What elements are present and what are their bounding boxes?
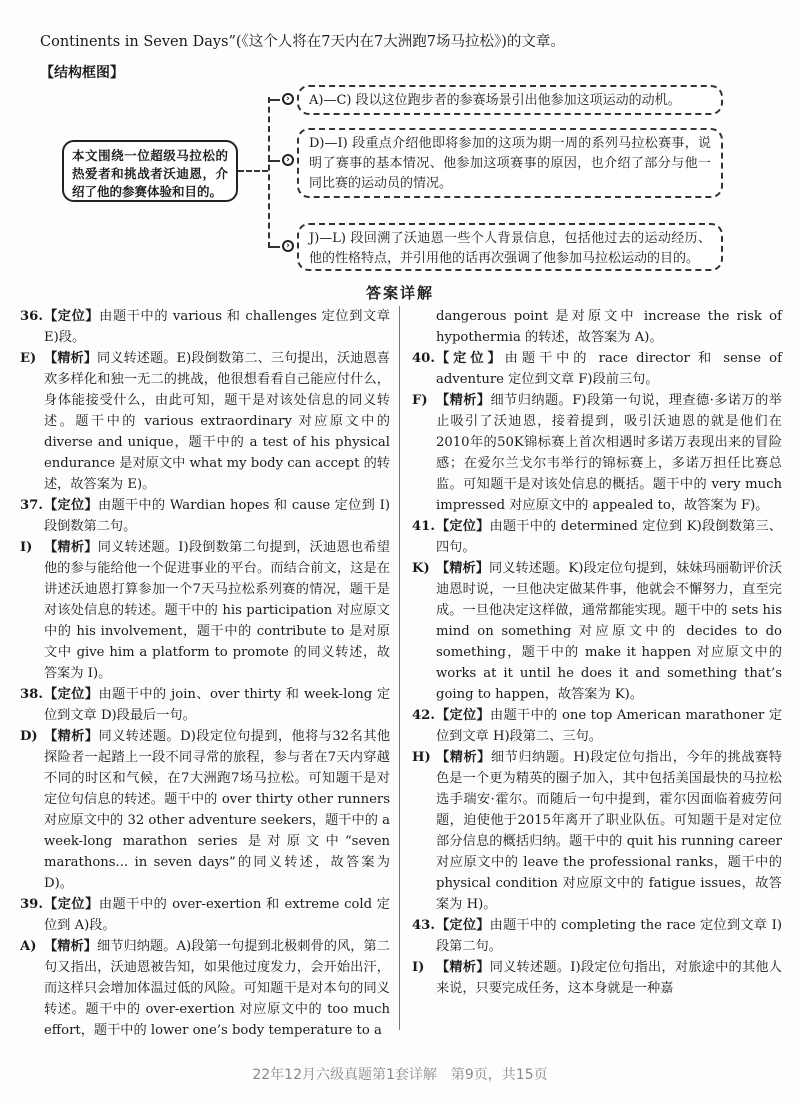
answer-paragraph: 40. 【定位】由题干中的 race director 和 sense of adventure 定位到文章 F)段前三句。 [412,351,782,387]
structure-box-2: D)—I) 段重点介绍他即将参加的这项为期一周的系列马拉松赛事，说明了赛事的基本情况、他参加这项赛事的原因，也介绍了部分与他一同比赛的运动员的情况。 [297,128,723,198]
answer-paragraph: K) 【精析】同义转述题。K)段定位句提到，妹妹玛丽勒评价沃迪恩时说，一旦他决定做某件事，他就会不懈努力，直至完成。一旦他决定这样做，通常都能实现。题干中的 sets his mind on something 对应原文中的 decides to do something，题干中的 make it happen 对应原文中的 works at it until he does it and something that’s going to happen，故答案为 K)。 [412,561,783,702]
arrow-circle-icon: › [282,154,294,166]
intro-line: Continents in Seven Days”(《这个人将在7天内在7大洲跑7场马拉松》)的文章。 [40,34,565,50]
answer-paragraph: E) 【精析】同义转述题。E)段倒数第二、三句提出，沃迪恩喜欢多样化和独一无二的挑战，他很想看看自己能应付什么，身体能接受什么，由此可知，题干是对该处信息的同义转述。题干中的 various extraordinary 对应原文中的 diverse and unique，题干中的 a test of his physical endurance 是对原文中 what my body can accept 的转述，故答案为 E)。 [20,351,390,492]
answer-paragraph: I) 【精析】同义转述题。I)段倒数第二句提到，沃迪恩也希望他的参与能给他一个促进事业的平台。而结合前文，这是在讲述沃迪恩打算参加一个7天马拉松系列赛的情况，题干是对该处信息的转述。题干中的 his participation 对应原文中的 his involvement，题干中的 contribute to 是对原文中 give him a platform to promote 的同义转述，故答案为 I)。 [20,540,390,681]
structure-title: 【结构框图】 [40,65,124,81]
answer-paragraph: A) 【精析】细节归纳题。A)段第一句提到北极刺骨的风，第二句又指出，沃迪恩被告知，如果他过度发力，会开始出汗，而这样只会增加体温过低的风险。可知题干是对本句的同义转述。题干中的 over-exertion 对应原文中的 too much effort，题干中的 lower one’s body temperature to a [20,939,390,1038]
connector-branch-2 [268,160,280,162]
answer-paragraph: 42. 【定位】由题干中的 one top American marathoner 定位到文章 H)段第二、三句。 [412,708,783,744]
page-footer: 22年12月六级真题第1套详解 第9页，共15页 [252,1067,548,1083]
answer-paragraph: H) 【精析】细节归纳题。H)段定位句指出，今年的挑战赛特色是一个更为精英的圈子加入，其中包括美国最快的马拉松选手瑞安·霍尔。而随后一句中提到，霍尔因面临着疲劳问题，迫使他于2015年离开了职业队伍。可知题干是对定位部分信息的概括归纳。题干中的 quit his running career 对应原文中的 leave the professional ranks，题干中的 physical condition 对应原文中的 fatigue issues，故答案为 H)。 [412,750,782,912]
structure-box-3: J)—L) 段回溯了沃迪恩一些个人背景信息，包括他过去的运动经历、他的性格特点，并引用他的话再次强调了他参加马拉松运动的目的。 [297,223,723,271]
connector-branch-1 [268,99,280,101]
answer-paragraph: 41. 【定位】由题干中的 determined 定位到 K)段倒数第三、四句。 [412,519,782,555]
connector-branch-3 [268,246,280,248]
column-divider [399,306,400,1030]
continued-text: dangerous point 是对原文中 increase the risk of hypothermia 的转述，故答案为 A)。 [436,309,782,345]
answer-heading: 答案详解 [365,284,434,302]
answer-paragraph: 38. 【定位】由题干中的 join、over thirty 和 week-long 定位到文章 D)段最后一句。 [20,687,391,723]
connector-summary [238,170,268,172]
arrow-circle-icon: › [282,240,294,252]
answer-paragraph: D) 【精析】同义转述题。D)段定位句提到，他将与32名其他探险者一起踏上一段不同寻常的旅程，参与者在7天内穿越不同的时区和气候，在7大洲跑7场马拉松。可知题干是对定位句信息的转述。题干中的 over thirty other runners 对应原文中的 32 other adventure seekers，题干中的 a week-long marathon series 是对原文中“seven marathons... in seven days”的同义转述，故答案为 D)。 [20,729,391,891]
connector-vertical [268,97,270,248]
answer-paragraph: I) 【精析】同义转述题。I)段定位句指出，对旅途中的其他人来说，只要完成任务，这本身就是一种嘉 [412,960,782,996]
answer-paragraph: 36. 【定位】由题干中的 various 和 challenges 定位到文章 E)段。 [20,309,390,345]
answer-paragraph: 43. 【定位】由题干中的 completing the race 定位到文章 I)段第二句。 [412,918,783,954]
answer-paragraph: 37. 【定位】由题干中的 Wardian hopes 和 cause 定位到 I)段倒数第二句。 [20,498,390,534]
right-column [412,306,782,999]
left-column [20,306,390,1041]
answer-paragraph: 39. 【定位】由题干中的 over-exertion 和 extreme cold 定位到 A)段。 [20,897,390,933]
arrow-circle-icon: › [282,93,294,105]
summary-box: 本文围绕一位超级马拉松的热爱者和挑战者沃迪恩，介绍了他的参赛体验和目的。 [62,140,238,202]
structure-box-1: A)—C) 段以这位跑步者的参赛场景引出他参加这项运动的动机。 [297,85,723,115]
answer-paragraph: F) 【精析】细节归纳题。F)段第一句说，理查德·多诺万的举止吸引了沃迪恩，接着提到，吸引沃迪恩的就是他们在2010年的50K锦标赛上首次相遇时多诺万表现出来的冒险感；在爱尔兰戈尔韦举行的锦标赛上，多诺万担任比赛总监。可知题干是对该处信息的概括。题干中的 very much impressed 对应原文中的 appealed to，故答案为 F)。 [412,393,782,513]
